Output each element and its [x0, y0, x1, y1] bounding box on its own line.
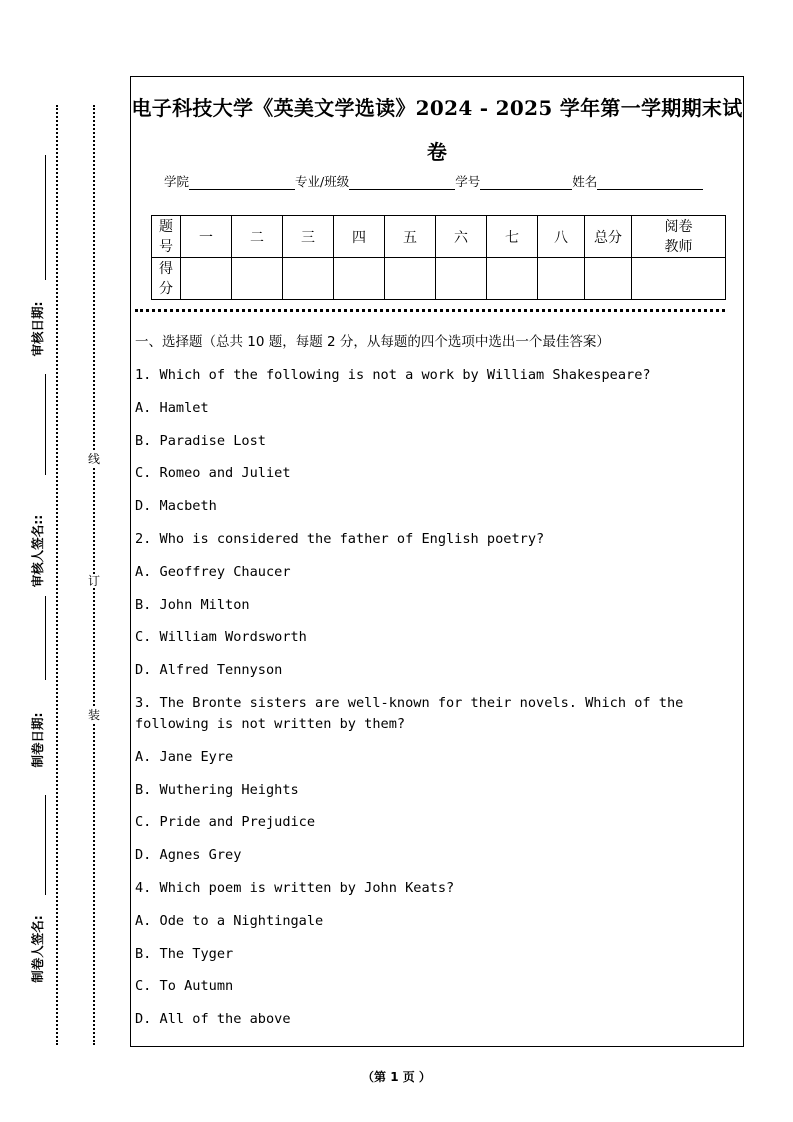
- score-cell[interactable]: [487, 258, 538, 300]
- table-row: [152, 258, 726, 300]
- signature-underline: [45, 795, 46, 895]
- question-number-header-text: 题号: [159, 218, 173, 255]
- answer-option: B. John Milton: [135, 596, 250, 613]
- prepare-date-label: 制卷日期:: [30, 695, 46, 785]
- answer-option: D. Macbeth: [135, 498, 217, 515]
- score-cell[interactable]: [283, 258, 334, 300]
- grader-header-text: 阅卷教师: [664, 218, 693, 255]
- reviewer-signature-label: 审核人签名::: [30, 506, 46, 596]
- binding-mark-staple: 订: [87, 574, 100, 588]
- answer-option: C. Romeo and Juliet: [135, 465, 291, 482]
- column-header: 四: [334, 216, 385, 258]
- binding-mark-line: 线: [87, 452, 100, 466]
- score-cell[interactable]: [585, 258, 632, 300]
- score-cell[interactable]: [632, 258, 726, 300]
- question-stem: 1. Which of the following is not a work by William Shakespeare?: [135, 367, 651, 383]
- column-header: 二: [232, 216, 283, 258]
- name-label: 姓名: [572, 174, 598, 189]
- question-number-header: [152, 216, 181, 258]
- column-header: 五: [385, 216, 436, 258]
- score-cell[interactable]: [385, 258, 436, 300]
- binding-mark-bind: 装: [87, 708, 100, 722]
- column-header: 总分: [585, 216, 632, 258]
- score-cell[interactable]: [538, 258, 585, 300]
- score-cell[interactable]: [232, 258, 283, 300]
- section-separator: [135, 309, 725, 312]
- answer-option: A. Geoffrey Chaucer: [135, 563, 291, 580]
- answer-option: D. Agnes Grey: [135, 847, 242, 864]
- name-field[interactable]: [597, 175, 703, 190]
- student-id-field[interactable]: [480, 175, 572, 190]
- column-header: 七: [487, 216, 538, 258]
- score-row-header: [152, 258, 181, 300]
- binding-dotted-line-outer: [56, 105, 58, 1045]
- column-header: 八: [538, 216, 585, 258]
- answer-option: A. Ode to a Nightingale: [135, 912, 324, 929]
- page-number: （第 1 页 ）: [362, 1070, 431, 1084]
- college-label: 学院: [164, 174, 190, 189]
- grader-header: [632, 216, 726, 258]
- answer-option: D. Alfred Tennyson: [135, 662, 283, 679]
- answer-option: B. The Tyger: [135, 945, 234, 962]
- preparer-signature-label: 制卷人签名:: [30, 904, 46, 994]
- question-stem: 3. The Bronte sisters are well-known for their novels. Which of the following is not written by them?: [135, 694, 684, 732]
- section-heading: 一、选择题（总共 10 题，每题 2 分，从每题的四个选项中选出一个最佳答案）: [135, 334, 610, 350]
- question-stem: 4. Which poem is written by John Keats?: [135, 879, 455, 896]
- student-id-label: 学号: [455, 174, 481, 189]
- question-stem: 2. Who is considered the father of English poetry?: [135, 530, 545, 547]
- college-field[interactable]: [189, 175, 295, 190]
- major-class-label: 专业/班级: [295, 174, 350, 189]
- answer-option: B. Paradise Lost: [135, 432, 266, 449]
- column-header: 一: [181, 216, 232, 258]
- score-row-header-text: 得分: [159, 260, 173, 297]
- exam-title: 电子科技大学《英美文学选读》2024 - 2025 学年第一学期期末试卷: [131, 96, 743, 164]
- answer-option: D. All of the above: [135, 1011, 291, 1028]
- score-table: [151, 215, 726, 300]
- questions-area: [135, 332, 743, 1042]
- score-cell[interactable]: [436, 258, 487, 300]
- score-cell[interactable]: [334, 258, 385, 300]
- student-info-row: [164, 172, 703, 190]
- table-row: [152, 216, 726, 258]
- answer-option: C. William Wordsworth: [135, 629, 307, 646]
- score-cell[interactable]: [181, 258, 232, 300]
- signature-underline: [45, 155, 46, 280]
- column-header: 六: [436, 216, 487, 258]
- answer-option: A. Hamlet: [135, 399, 209, 416]
- column-header: 三: [283, 216, 334, 258]
- answer-option: B. Wuthering Heights: [135, 781, 299, 798]
- review-date-label: 审核日期:: [30, 284, 46, 374]
- answer-option: C. To Autumn: [135, 978, 234, 995]
- major-class-field[interactable]: [349, 175, 455, 190]
- answer-option: A. Jane Eyre: [135, 748, 234, 765]
- answer-option: C. Pride and Prejudice: [135, 814, 316, 831]
